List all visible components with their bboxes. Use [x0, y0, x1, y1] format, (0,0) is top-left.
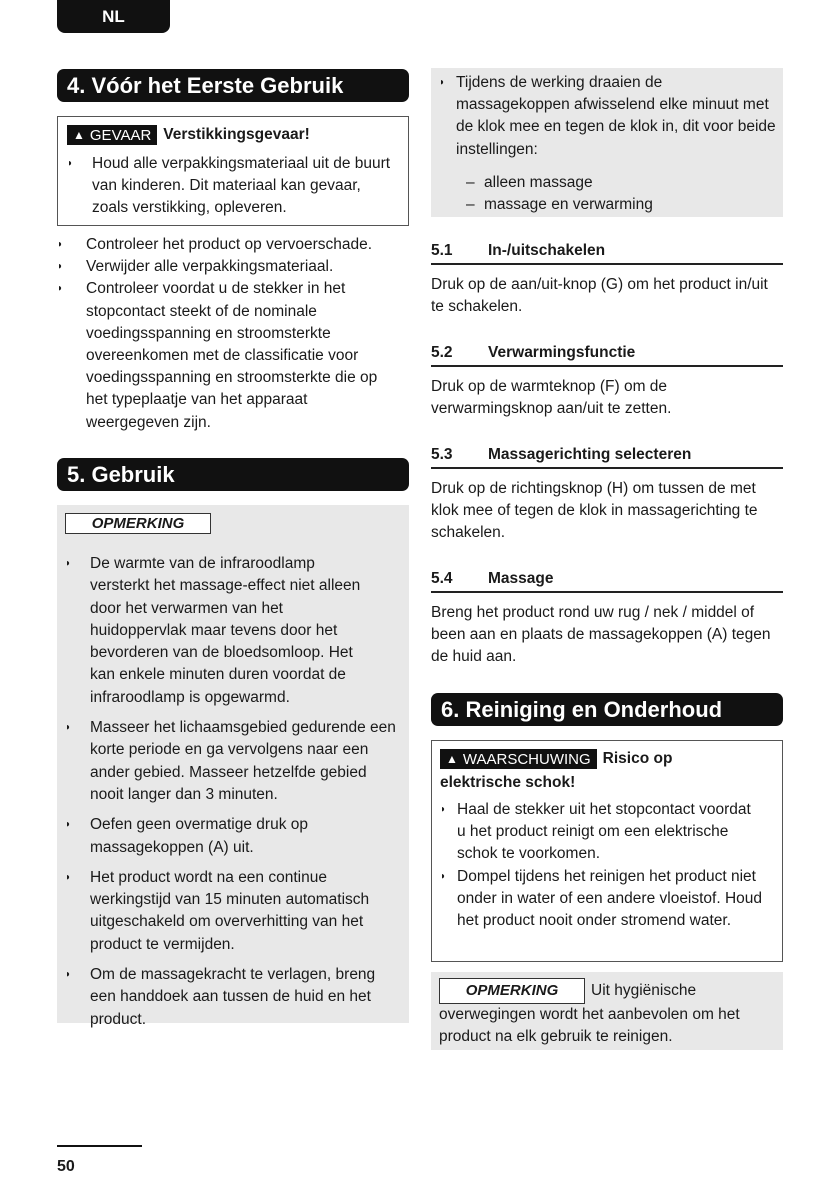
note-box-6 — [431, 972, 783, 1050]
dash-list — [466, 172, 766, 216]
list-item: ◗ Controleer het product op vervoerschade. — [57, 234, 412, 256]
warning-title-cont: elektrische schok! — [440, 774, 576, 791]
bullet-icon: ◗ — [65, 969, 72, 981]
list-item: ◗ Oefen geen overmatige druk op massagekoppen (A) uit. — [65, 814, 400, 859]
list-item: ◗ Houd alle verpakkingsmateriaal uit de buurt van kinderen. Dit materiaal kan gevaar, zoals verstikking, opleveren. — [67, 153, 397, 220]
subsection-number: 5.2 — [431, 344, 453, 361]
subsection-title: In-/uitschakelen — [488, 242, 606, 259]
bullet-icon: ◗ — [65, 819, 72, 831]
danger-title: Verstikkingsgevaar! — [163, 126, 310, 143]
list-item: ◗ Controleer voordat u de stekker in het stopcontact steekt of de nominale voedingsspanning en stroomsterkte overeenkomen met de classificatie voor voedingsspanning en stroomsterkte die op het typeplaatje van het apparaat weergegeven zijn. — [57, 278, 412, 433]
bullet-icon: ◗ — [439, 77, 446, 88]
bullet-icon: ◗ — [65, 722, 72, 734]
subsection-number: 5.3 — [431, 446, 453, 463]
list-item: ◗ Tijdens de werking draaien de massagekoppen afwisselend elke minuut met de klok mee en tegen de klok in, dit voor beide instellingen: — [439, 72, 779, 161]
note-box — [57, 505, 409, 1028]
subsection-text: Druk op de aan/uit-knop (G) om het product in/uit te schakelen. — [431, 276, 768, 316]
section-4-list — [57, 234, 412, 434]
danger-tag: ▲ GEVAAR — [67, 125, 157, 145]
list-item: ◗ Om de massagekracht te verlagen, breng een handdoek aan tussen de huid en het product. — [65, 964, 400, 1031]
note-list — [65, 553, 400, 1031]
list-item: ◗ Masseer het lichaamsgebied gedurende een korte periode en ga vervolgens naar een ander gebied. Masseer hetzelfde gebied nooit langer dan 3 minuten. — [65, 717, 400, 806]
bullet-icon: ◗ — [65, 871, 72, 883]
subsection-text: Druk op de warmteknop (F) om de verwarmingsknop aan/uit te zetten. — [431, 378, 672, 418]
list-item: ◗ Haal de stekker uit het stopcontact voordat u het product reinigt om een elektrische schok te voorkomen. — [440, 799, 778, 866]
subsection-title: Verwarmingsfunctie — [488, 344, 636, 361]
section-4-heading: 4. Vóór het Eerste Gebruik — [57, 69, 409, 102]
divider — [431, 467, 783, 469]
warning-triangle-icon: ▲ — [446, 752, 458, 766]
warning-tag: ▲ WAARSCHUWING — [440, 749, 597, 769]
warning-box — [431, 740, 783, 962]
note-text: Uit hygiënische overwegingen wordt het aanbevolen om het product na elk gebruik te reinigen. — [439, 982, 740, 1046]
bullet-icon: ◗ — [440, 804, 447, 815]
note-box-continued — [431, 68, 783, 217]
divider — [431, 591, 783, 593]
divider — [431, 365, 783, 367]
warning-title: Risico op — [602, 750, 673, 767]
warning-triangle-icon: ▲ — [73, 128, 85, 142]
section-6-heading: 6. Reiniging en Onderhoud — [431, 693, 783, 726]
divider — [431, 263, 783, 265]
bullet-icon: ◗ — [57, 283, 64, 295]
list-item: ◗ Dompel tijdens het reinigen het product niet onder in water of een andere vloeistof. Houd het product nooit onder stromend water. — [440, 866, 778, 933]
subsection-title: Massagerichting selecteren — [488, 446, 692, 463]
note-tag: OPMERKING — [439, 978, 585, 1004]
subsection-text: Druk op de richtingsknop (H) om tussen de met klok mee of tegen de klok in massagerichting te schakelen. — [431, 480, 758, 542]
subsection-title: Massage — [488, 570, 554, 587]
list-item: ◗ De warmte van de infraroodlamp versterkt het massage-effect niet alleen door het verwarmen van het huidoppervlak maar tevens door het bevorderen van de bloedsomloop. Het kan enkele minuten duren voordat de infraroodlamp is opgewarmd. — [65, 553, 400, 709]
subsection-text: Breng het product rond uw rug / nek / middel of been aan en plaats de massagekoppen (A) tegen de huid aan. — [431, 604, 771, 666]
bullet-icon: ◗ — [57, 239, 64, 250]
note-tag: OPMERKING — [65, 513, 211, 534]
page-number: 50 — [57, 1158, 75, 1175]
bullet-icon: ◗ — [440, 870, 447, 882]
bullet-icon: ◗ — [65, 558, 72, 569]
section-5-heading: 5. Gebruik — [57, 458, 409, 491]
list-item: – alleen massage — [466, 174, 593, 191]
bullet-icon: ◗ — [67, 158, 74, 169]
footer-rule — [57, 1145, 142, 1147]
subsection-number: 5.4 — [431, 570, 453, 587]
warning-list — [440, 799, 778, 932]
list-item: ◗ Het product wordt na een continue werkingstijd van 15 minuten automatisch uitgeschakeld om oververhitting van het product te vermijden. — [65, 867, 400, 956]
danger-list — [67, 153, 397, 220]
list-item: – massage en verwarming — [466, 196, 653, 214]
danger-box — [57, 116, 409, 226]
list-item: ◗ Verwijder alle verpakkingsmateriaal. — [57, 256, 412, 278]
language-tab: NL — [57, 0, 170, 33]
bullet-icon: ◗ — [57, 261, 64, 273]
subsection-number: 5.1 — [431, 242, 453, 259]
